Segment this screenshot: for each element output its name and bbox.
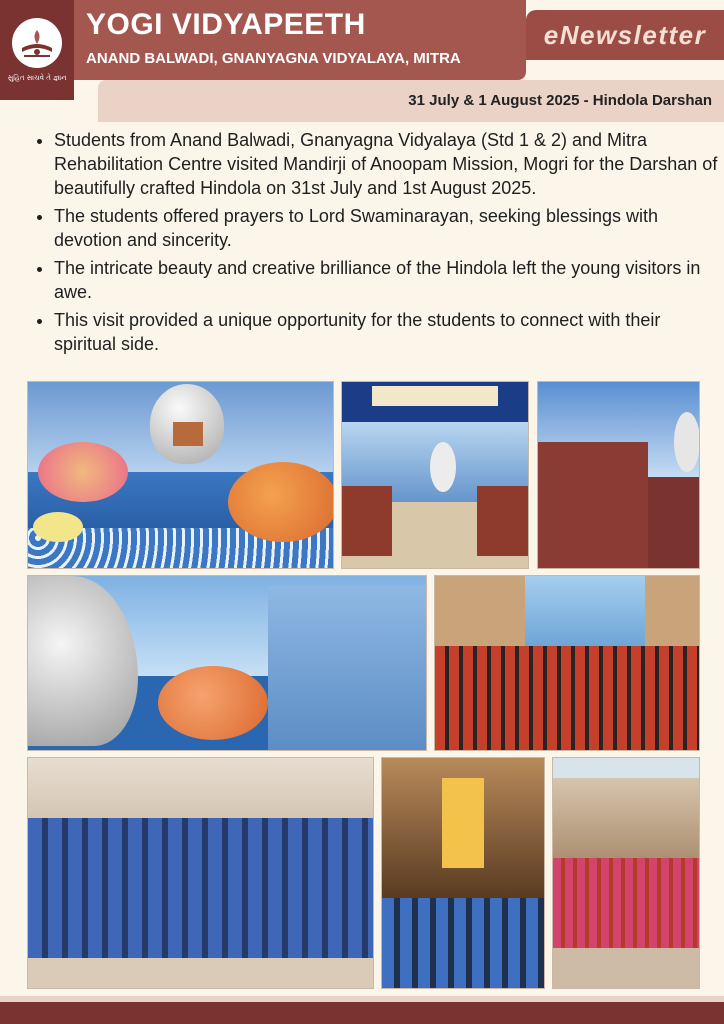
list-item: • The intricate beauty and creative brilliance of the Hindola left the young visitors in awe. [54, 256, 720, 304]
logo-caption: સુહિત સાચવે તે જ્ઞાન [7, 73, 67, 82]
list-item: • Students from Anand Balwadi, Gnanyagna Vidyalaya (Std 1 & 2) and Mitra Rehabilitation Centre visited Mandirji of Anoopam Mission, Mogri for the Darshan of beautifully crafted Hindola on 31st July and 1st August 2025. [54, 128, 720, 200]
students-seated-hall-photo [434, 575, 700, 751]
date-banner [98, 80, 724, 122]
girls-swinging-hindola-photo [27, 575, 427, 751]
bullet-list [30, 128, 720, 360]
page-title: YOGI VIDYAPEETH [86, 8, 366, 41]
logo [0, 0, 74, 100]
enewsletter-banner [526, 10, 724, 60]
hindola-closeup-fish-photo [27, 381, 334, 569]
logo-emblem-icon [12, 18, 62, 68]
hindola-hall-students-photo [341, 381, 529, 569]
list-item: • This visit provided a unique opportunity for the students to connect with their spiritual side. [54, 308, 720, 356]
temple-sanctum-students-photo [381, 757, 545, 989]
temple-exterior-group-photo [552, 757, 700, 989]
footer-band [0, 1002, 724, 1024]
page-subtitle: ANAND BALWADI, GNANYAGNA VIDYALAYA, MITRA [86, 50, 461, 67]
students-praying-photo [27, 757, 374, 989]
event-date: 31 July & 1 August 2025 - Hindola Darshan [408, 92, 712, 109]
students-in-line-photo [537, 381, 700, 569]
title-bar [74, 0, 526, 80]
list-item: • The students offered prayers to Lord Swaminarayan, seeking blessings with devotion and sincerity. [54, 204, 720, 252]
enewsletter-label: eNewsletter [543, 20, 707, 50]
